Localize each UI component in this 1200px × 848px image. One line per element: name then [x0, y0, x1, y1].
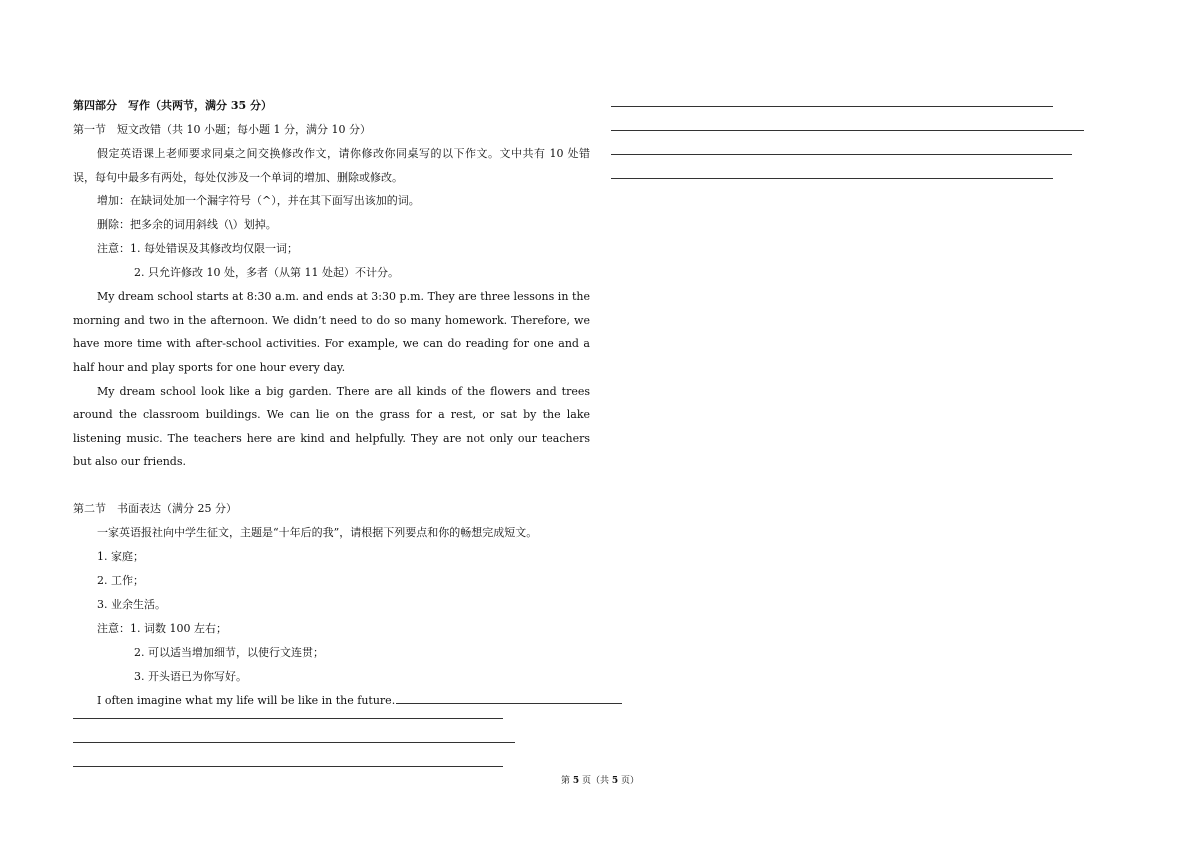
point-family: 1. 家庭； — [97, 549, 144, 563]
answer-line[interactable] — [611, 130, 1084, 131]
answer-blank-inline[interactable] — [396, 692, 622, 704]
section-gap — [73, 474, 590, 497]
opening-sentence: I often imagine what my life will be like in the future. — [97, 693, 396, 707]
answer-line[interactable] — [73, 766, 503, 767]
left-column — [73, 94, 590, 785]
answer-line[interactable] — [611, 106, 1053, 107]
answer-line[interactable] — [73, 718, 503, 719]
part-title: 第四部分 写作（共两节，满分 35 分） — [73, 99, 272, 112]
add-rule: 增加：在缺词处加一个漏字符号（^），并在其下面写出该加的词。 — [97, 194, 420, 208]
section1-title: 第一节 短文改错（共 10 小题；每小题 1 分，满分 10 分） — [73, 123, 371, 136]
footer-suffix: 页） — [621, 776, 640, 786]
page-footer — [0, 773, 1200, 789]
page-number: 5 — [572, 776, 580, 786]
answer-line[interactable] — [611, 154, 1072, 155]
footer-prefix: 第 — [560, 776, 570, 786]
point-work: 2. 工作； — [97, 573, 144, 587]
writing-note-2: 2. 可以适当增加细节，以使行文连贯； — [134, 645, 324, 659]
note-2: 2. 只允许修改 10 处，多者（从第 11 处起）不计分。 — [134, 266, 399, 280]
opening-line — [73, 689, 590, 713]
writing-prompt: 一家英语报社向中学生征文，主题是“十年后的我”，请根据下列要点和你的畅想完成短文。 — [97, 525, 538, 539]
total-pages: 5 — [611, 776, 619, 786]
passage-paragraph-1: My dream school starts at 8:30 a.m. and ends at 3:30 p.m. They are three lessons in the morning and two in the afternoon. We didn’t need to do so many homework. Therefore, we have more time with after-school activities. For example, we can do reading for one and a half hour and play sports for one hour every day. — [73, 290, 590, 374]
passage-paragraph-2: My dream school look like a big garden. There are all kinds of the flowers and trees around the classroom buildings. We can lie on the grass for a rest, or sat by the lake listening music. The teachers here are kind and helpfully. They are not only our teachers but also our friends. — [73, 384, 590, 469]
delete-rule: 删除：把多余的词用斜线（\）划掉。 — [97, 218, 277, 232]
point-leisure: 3. 业余生活。 — [97, 597, 166, 611]
answer-line[interactable] — [73, 742, 515, 743]
writing-note-3: 3. 开头语已为你写好。 — [134, 669, 247, 683]
note-1: 注意：1. 每处错误及其修改均仅限一词； — [97, 242, 298, 256]
writing-note-1: 注意：1. 词数 100 左右； — [97, 621, 227, 635]
section2-title: 第二节 书面表达（满分 25 分） — [73, 501, 237, 515]
answer-line[interactable] — [611, 178, 1053, 179]
section1-instruction: 假定英语课上老师要求同桌之间交换修改作文，请你修改你同桌写的以下作文。文中共有 10 处错误，每句中最多有两处，每处仅涉及一个单词的增加、删除或修改。 — [73, 147, 590, 184]
footer-middle: 页（共 — [581, 776, 609, 786]
